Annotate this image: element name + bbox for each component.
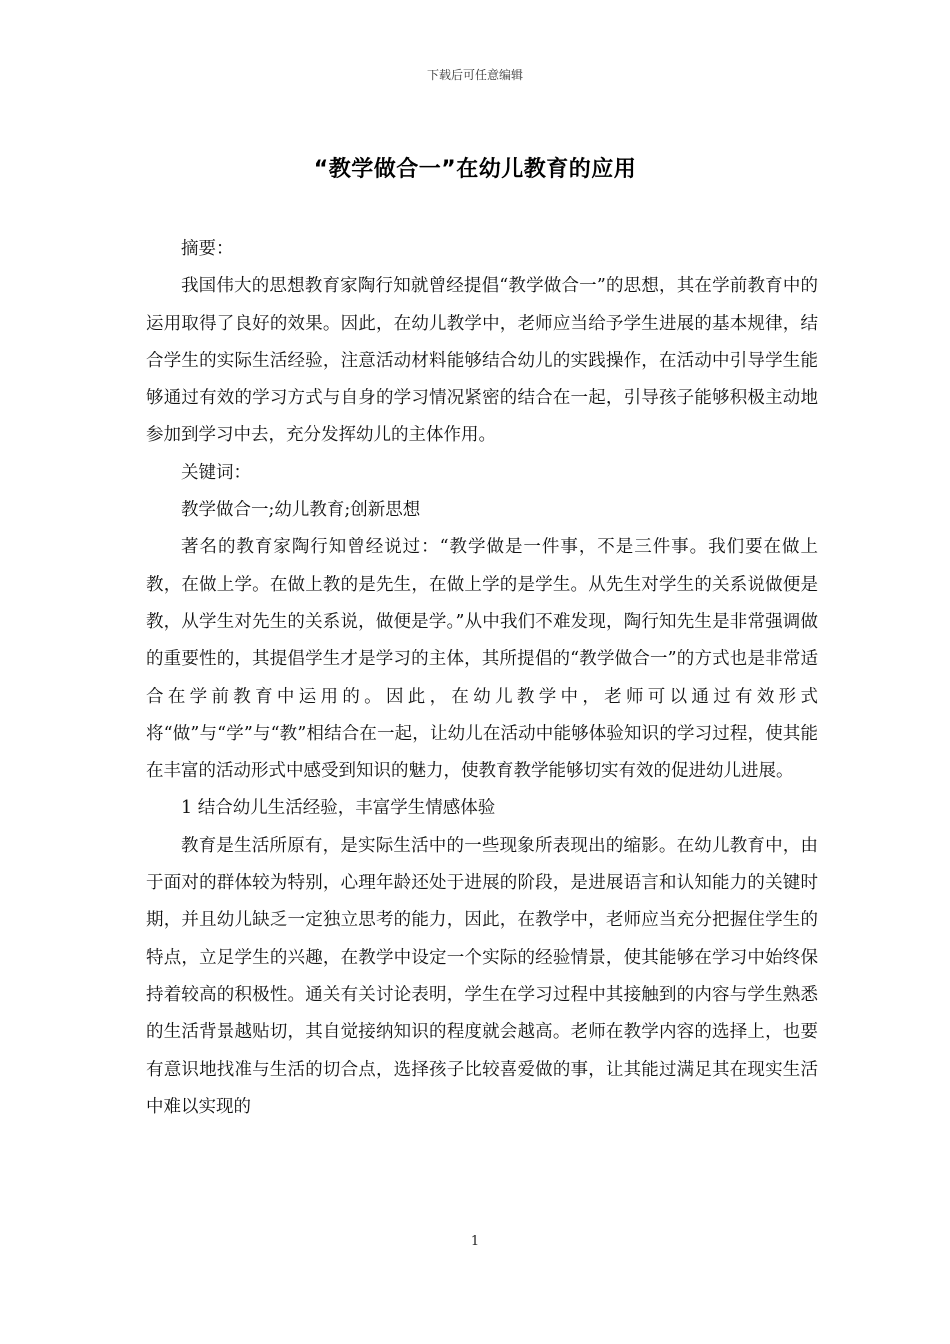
- section-heading: 1 结合幼儿生活经验，丰富学生情感体验: [181, 798, 496, 819]
- abstract-paragraph: 我国伟大的思想教育家陶行知就曾经提倡“教学做合一”的思想，其在学前教育中的运用取得了良好的效果。因此，在幼儿教学中，老师应当给予学生进展的基本规律，结合学生的实际生活经验，注意活动材料能够结合幼儿的实践操作，在活动中引导学生能够通过有效的学习方式与自身的学习情况紧密的结合在一起，引导孩子能够积极主动地参加到学习中去，充分发挥幼儿的主体作用。: [146, 276, 818, 446]
- document-body: [146, 231, 818, 1126]
- keywords-list: 教学做合一;幼儿教育;创新思想: [181, 500, 421, 521]
- keywords-label: 关键词：: [181, 462, 251, 483]
- section-paragraph: 教育是生活所原有，是实际生活中的一些现象所表现出的缩影。在幼儿教育中，由于面对的群体较为特别，心理年龄还处于进展的阶段，是进展语言和认知能力的关键时期，并且幼儿缺乏一定独立思考的能力，因此，在教学中，老师应当充分把握住学生的特点，立足学生的兴趣，在教学中设定一个实际的经验情景，使其能够在学习中始终保持着较高的积极性。通关有关讨论表明，学生在学习过程中其接触到的内容与学生熟悉的生活背景越贴切，其自觉接纳知识的程度就会越高。老师在教学内容的选择上，也要有意识地找准与生活的切合点，选择孩子比较喜爱做的事，让其能过满足其在现实生活中难以实现的: [146, 835, 818, 1117]
- document-title: “教学做合一”在幼儿教育的应用: [313, 157, 637, 182]
- abstract-label: 摘要：: [181, 239, 234, 259]
- intro-paragraph: 著名的教育家陶行知曾经说过：“教学做是一件事，不是三件事。我们要在做上教，在做上学。在做上教的是先生，在做上学的是学生。从先生对学生的关系说做便是教，从学生对先生的关系说，做便是学。”从中我们不难发现，陶行知先生是非常强调做的重要性的，其提倡学生才是学习的主体，其所提倡的“教学做合一”的方式也是非常适合在学前教育中运用的。因此，在幼儿教学中，老师可以通过有效形式将“做”与“学”与“教”相结合在一起，让幼儿在活动中能够体验知识的学习过程，使其能在丰富的活动形式中感受到知识的魅力，使教育教学能够切实有效的促进幼儿进展。: [146, 537, 818, 782]
- page-header: 下载后可任意编辑: [426, 68, 523, 82]
- page-number: 1: [470, 1234, 480, 1249]
